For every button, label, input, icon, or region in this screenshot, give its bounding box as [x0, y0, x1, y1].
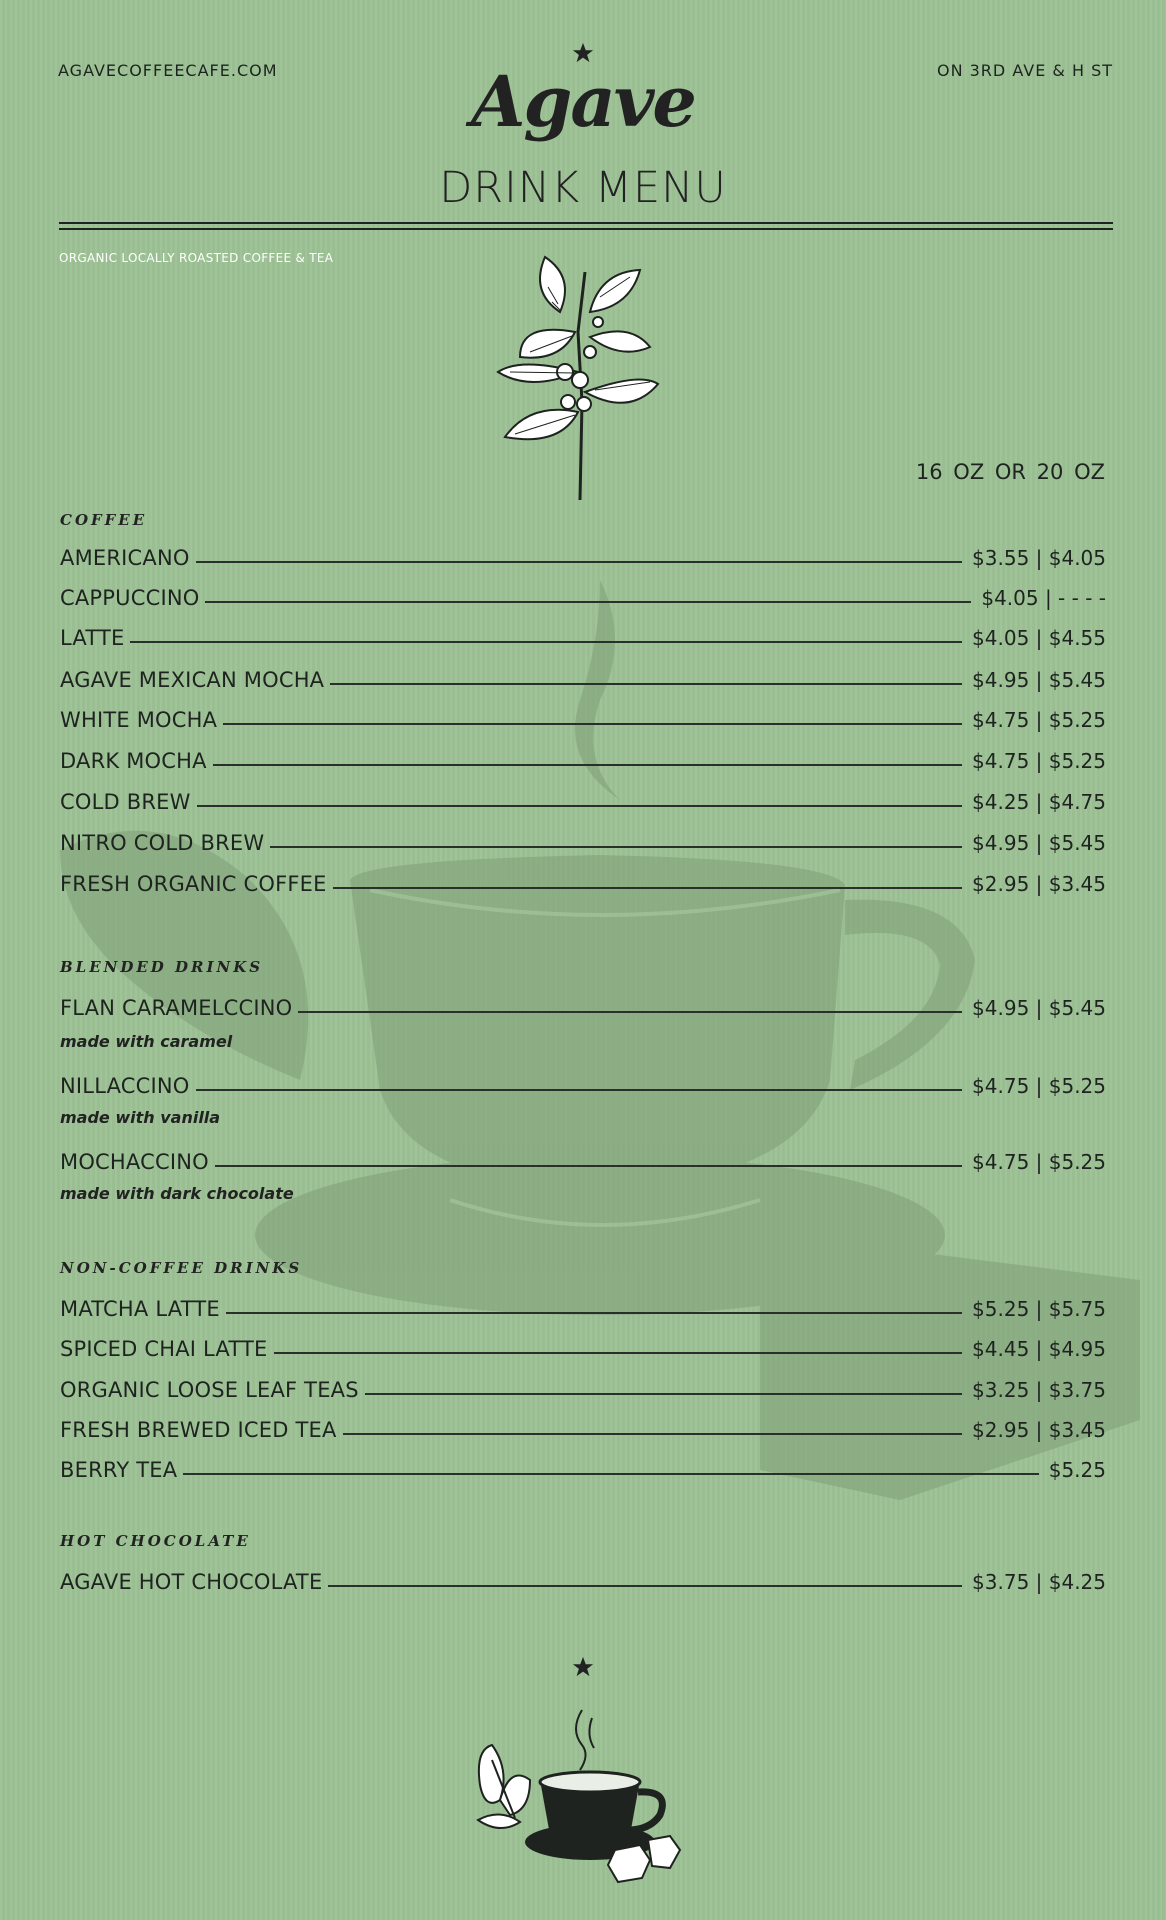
item-name: DARK MOCHA	[60, 749, 207, 773]
item-name: NITRO COLD BREW	[60, 831, 265, 855]
menu-item	[60, 1452, 1106, 1482]
menu-item	[60, 580, 1106, 610]
menu-item	[60, 662, 1106, 692]
item-price: $5.25	[1048, 1458, 1106, 1482]
logo: Agave	[471, 60, 695, 143]
menu-item	[60, 620, 1106, 650]
menu-item	[60, 1564, 1106, 1594]
menu-item	[60, 743, 1106, 773]
menu-item	[60, 1412, 1106, 1442]
item-price: $4.75 | $5.25	[972, 708, 1106, 732]
header-rule-bottom	[59, 228, 1113, 230]
section-title-coffee: COFFEE	[60, 511, 148, 529]
menu-item	[60, 784, 1106, 814]
menu-item	[60, 825, 1106, 855]
leader-line	[197, 805, 962, 807]
item-price: $4.45 | $4.95	[972, 1337, 1106, 1361]
item-description: made with caramel	[60, 1032, 233, 1051]
item-price: $4.95 | $5.45	[972, 996, 1106, 1020]
sizes-label: 16 OZ OR 20 OZ	[915, 460, 1105, 484]
leader-line	[365, 1393, 962, 1395]
leader-line	[223, 723, 962, 725]
item-name: SPICED CHAI LATTE	[60, 1337, 268, 1361]
menu-item	[60, 1331, 1106, 1361]
star-icon	[572, 1656, 594, 1678]
leader-line	[196, 561, 962, 563]
item-name: COLD BREW	[60, 790, 191, 814]
item-price: $4.05 | $4.55	[972, 626, 1106, 650]
leader-line	[298, 1011, 962, 1013]
leader-line	[343, 1433, 963, 1435]
leader-line	[270, 846, 962, 848]
leader-line	[205, 601, 971, 603]
leader-line	[333, 887, 962, 889]
menu-item	[60, 1372, 1106, 1402]
item-description: made with vanilla	[60, 1108, 221, 1127]
leader-line	[215, 1165, 962, 1167]
item-name: FLAN CARAMELCCINO	[60, 996, 293, 1020]
section-title-noncoffee: NON-COFFEE DRINKS	[60, 1259, 303, 1277]
menu-item	[60, 702, 1106, 732]
leader-line	[213, 764, 962, 766]
item-price: $4.05 | - - - -	[981, 586, 1106, 610]
item-price: $4.25 | $4.75	[972, 790, 1106, 814]
item-name: NILLACCINO	[60, 1074, 190, 1098]
item-name: MOCHACCINO	[60, 1150, 209, 1174]
leader-line	[226, 1312, 962, 1314]
item-price: $3.25 | $3.75	[972, 1378, 1106, 1402]
leader-line	[328, 1585, 962, 1587]
leader-line	[183, 1473, 1038, 1475]
page-title: DRINK MENU	[439, 163, 727, 213]
leader-line	[330, 683, 962, 685]
menu-item	[60, 1068, 1106, 1098]
item-name: FRESH ORGANIC COFFEE	[60, 872, 327, 896]
item-price: $4.75 | $5.25	[972, 749, 1106, 773]
coffee-cup-illustration	[470, 1700, 700, 1885]
location-text: ON 3RD AVE & H ST	[936, 61, 1113, 80]
website-text: AGAVECOFFEECAFE.COM	[58, 61, 278, 80]
item-price: $4.95 | $5.45	[972, 668, 1106, 692]
item-price: $4.75 | $5.25	[972, 1074, 1106, 1098]
coffee-plant-illustration	[490, 252, 670, 502]
item-price: $2.95 | $3.45	[972, 872, 1106, 896]
item-name: BERRY TEA	[60, 1458, 178, 1482]
leader-line	[130, 641, 962, 643]
item-name: AGAVE MEXICAN MOCHA	[60, 668, 325, 692]
item-price: $4.95 | $5.45	[972, 831, 1106, 855]
item-price: $3.55 | $4.05	[972, 546, 1106, 570]
menu-item	[60, 990, 1106, 1020]
menu-item	[60, 866, 1106, 896]
menu-item	[60, 1291, 1106, 1321]
item-name: AMERICANO	[60, 546, 190, 570]
item-name: FRESH BREWED ICED TEA	[60, 1418, 337, 1442]
header-rule-top	[59, 222, 1113, 224]
item-name: MATCHA LATTE	[60, 1297, 220, 1321]
leader-line	[274, 1352, 963, 1354]
menu-item	[60, 540, 1106, 570]
item-price: $2.95 | $3.45	[972, 1418, 1106, 1442]
section-title-hotchocolate: HOT CHOCOLATE	[60, 1532, 251, 1550]
item-description: made with dark chocolate	[60, 1184, 294, 1203]
item-name: ORGANIC LOOSE LEAF TEAS	[60, 1378, 359, 1402]
tagline: ORGANIC LOCALLY ROASTED COFFEE & TEA	[59, 251, 334, 265]
item-name: CAPPUCCINO	[60, 586, 200, 610]
menu-item	[60, 1144, 1106, 1174]
section-title-blended: BLENDED DRINKS	[60, 958, 264, 976]
item-price: $3.75 | $4.25	[972, 1570, 1106, 1594]
item-name: LATTE	[60, 626, 125, 650]
item-name: AGAVE HOT CHOCOLATE	[60, 1570, 323, 1594]
item-name: WHITE MOCHA	[60, 708, 218, 732]
item-price: $5.25 | $5.75	[972, 1297, 1106, 1321]
leader-line	[196, 1089, 962, 1091]
item-price: $4.75 | $5.25	[972, 1150, 1106, 1174]
